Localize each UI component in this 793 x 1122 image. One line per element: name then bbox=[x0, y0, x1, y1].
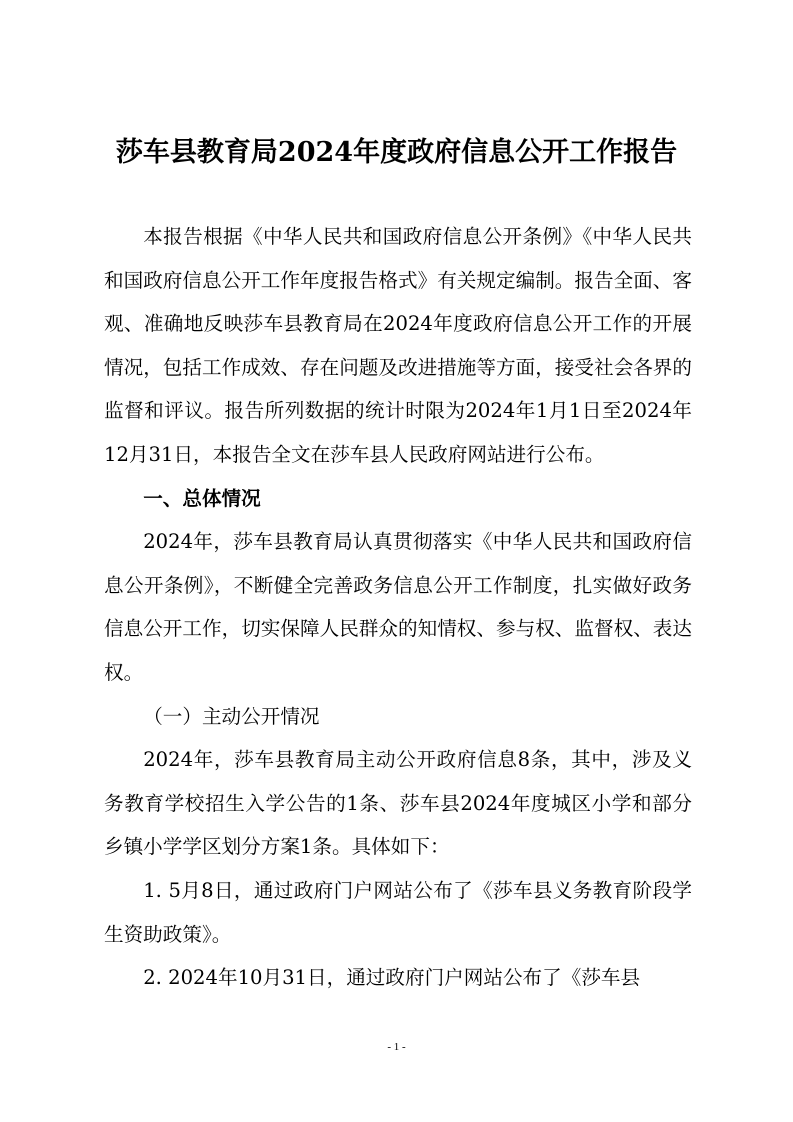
overview-paragraph: 2024年，莎车县教育局认真贯彻落实《中华人民共和国政府信息公开条例》，不断健全完善政务信息公开工作制度，扎实做好政务信息公开工作，切实保障人民群众的知情权、参与权、监督权、表达权。 bbox=[104, 530, 692, 684]
list-item-1: 1. 5月8日，通过政府门户网站公布了《莎车县义务教育阶段学生资助政策》。 bbox=[104, 878, 692, 946]
list-item-2: 2. 2024年10月31日，通过政府门户网站公布了《莎车县 bbox=[143, 966, 641, 990]
document-body bbox=[104, 215, 692, 1000]
document-title: 莎车县教育局2024年度政府信息公开工作报告 bbox=[115, 137, 678, 168]
subsection-heading-proactive-disclosure: （一）主动公开情况 bbox=[143, 704, 320, 728]
intro-paragraph: 本报告根据《中华人民共和国政府信息公开条例》《中华人民共和国政府信息公开工作年度报告格式》有关规定编制。报告全面、客观、准确地反映莎车县教育局在2024年度政府信息公开工作的开展情况，包括工作成效、存在问题及改进措施等方面，接受社会各界的监督和评议。报告所列数据的统计时限为2024年1月1日至2024年12月31日，本报告全文在莎车县人民政府网站进行公布。 bbox=[104, 225, 692, 466]
section-heading-overview: 一、总体情况 bbox=[143, 486, 261, 510]
proactive-disclosure-paragraph: 2024年，莎车县教育局主动公开政府信息8条，其中，涉及义务教育学校招生入学公告的1条、莎车县2024年度城区小学和部分乡镇小学学区划分方案1条。具体如下： bbox=[104, 748, 692, 859]
page-number: - 1 - bbox=[387, 1041, 406, 1053]
